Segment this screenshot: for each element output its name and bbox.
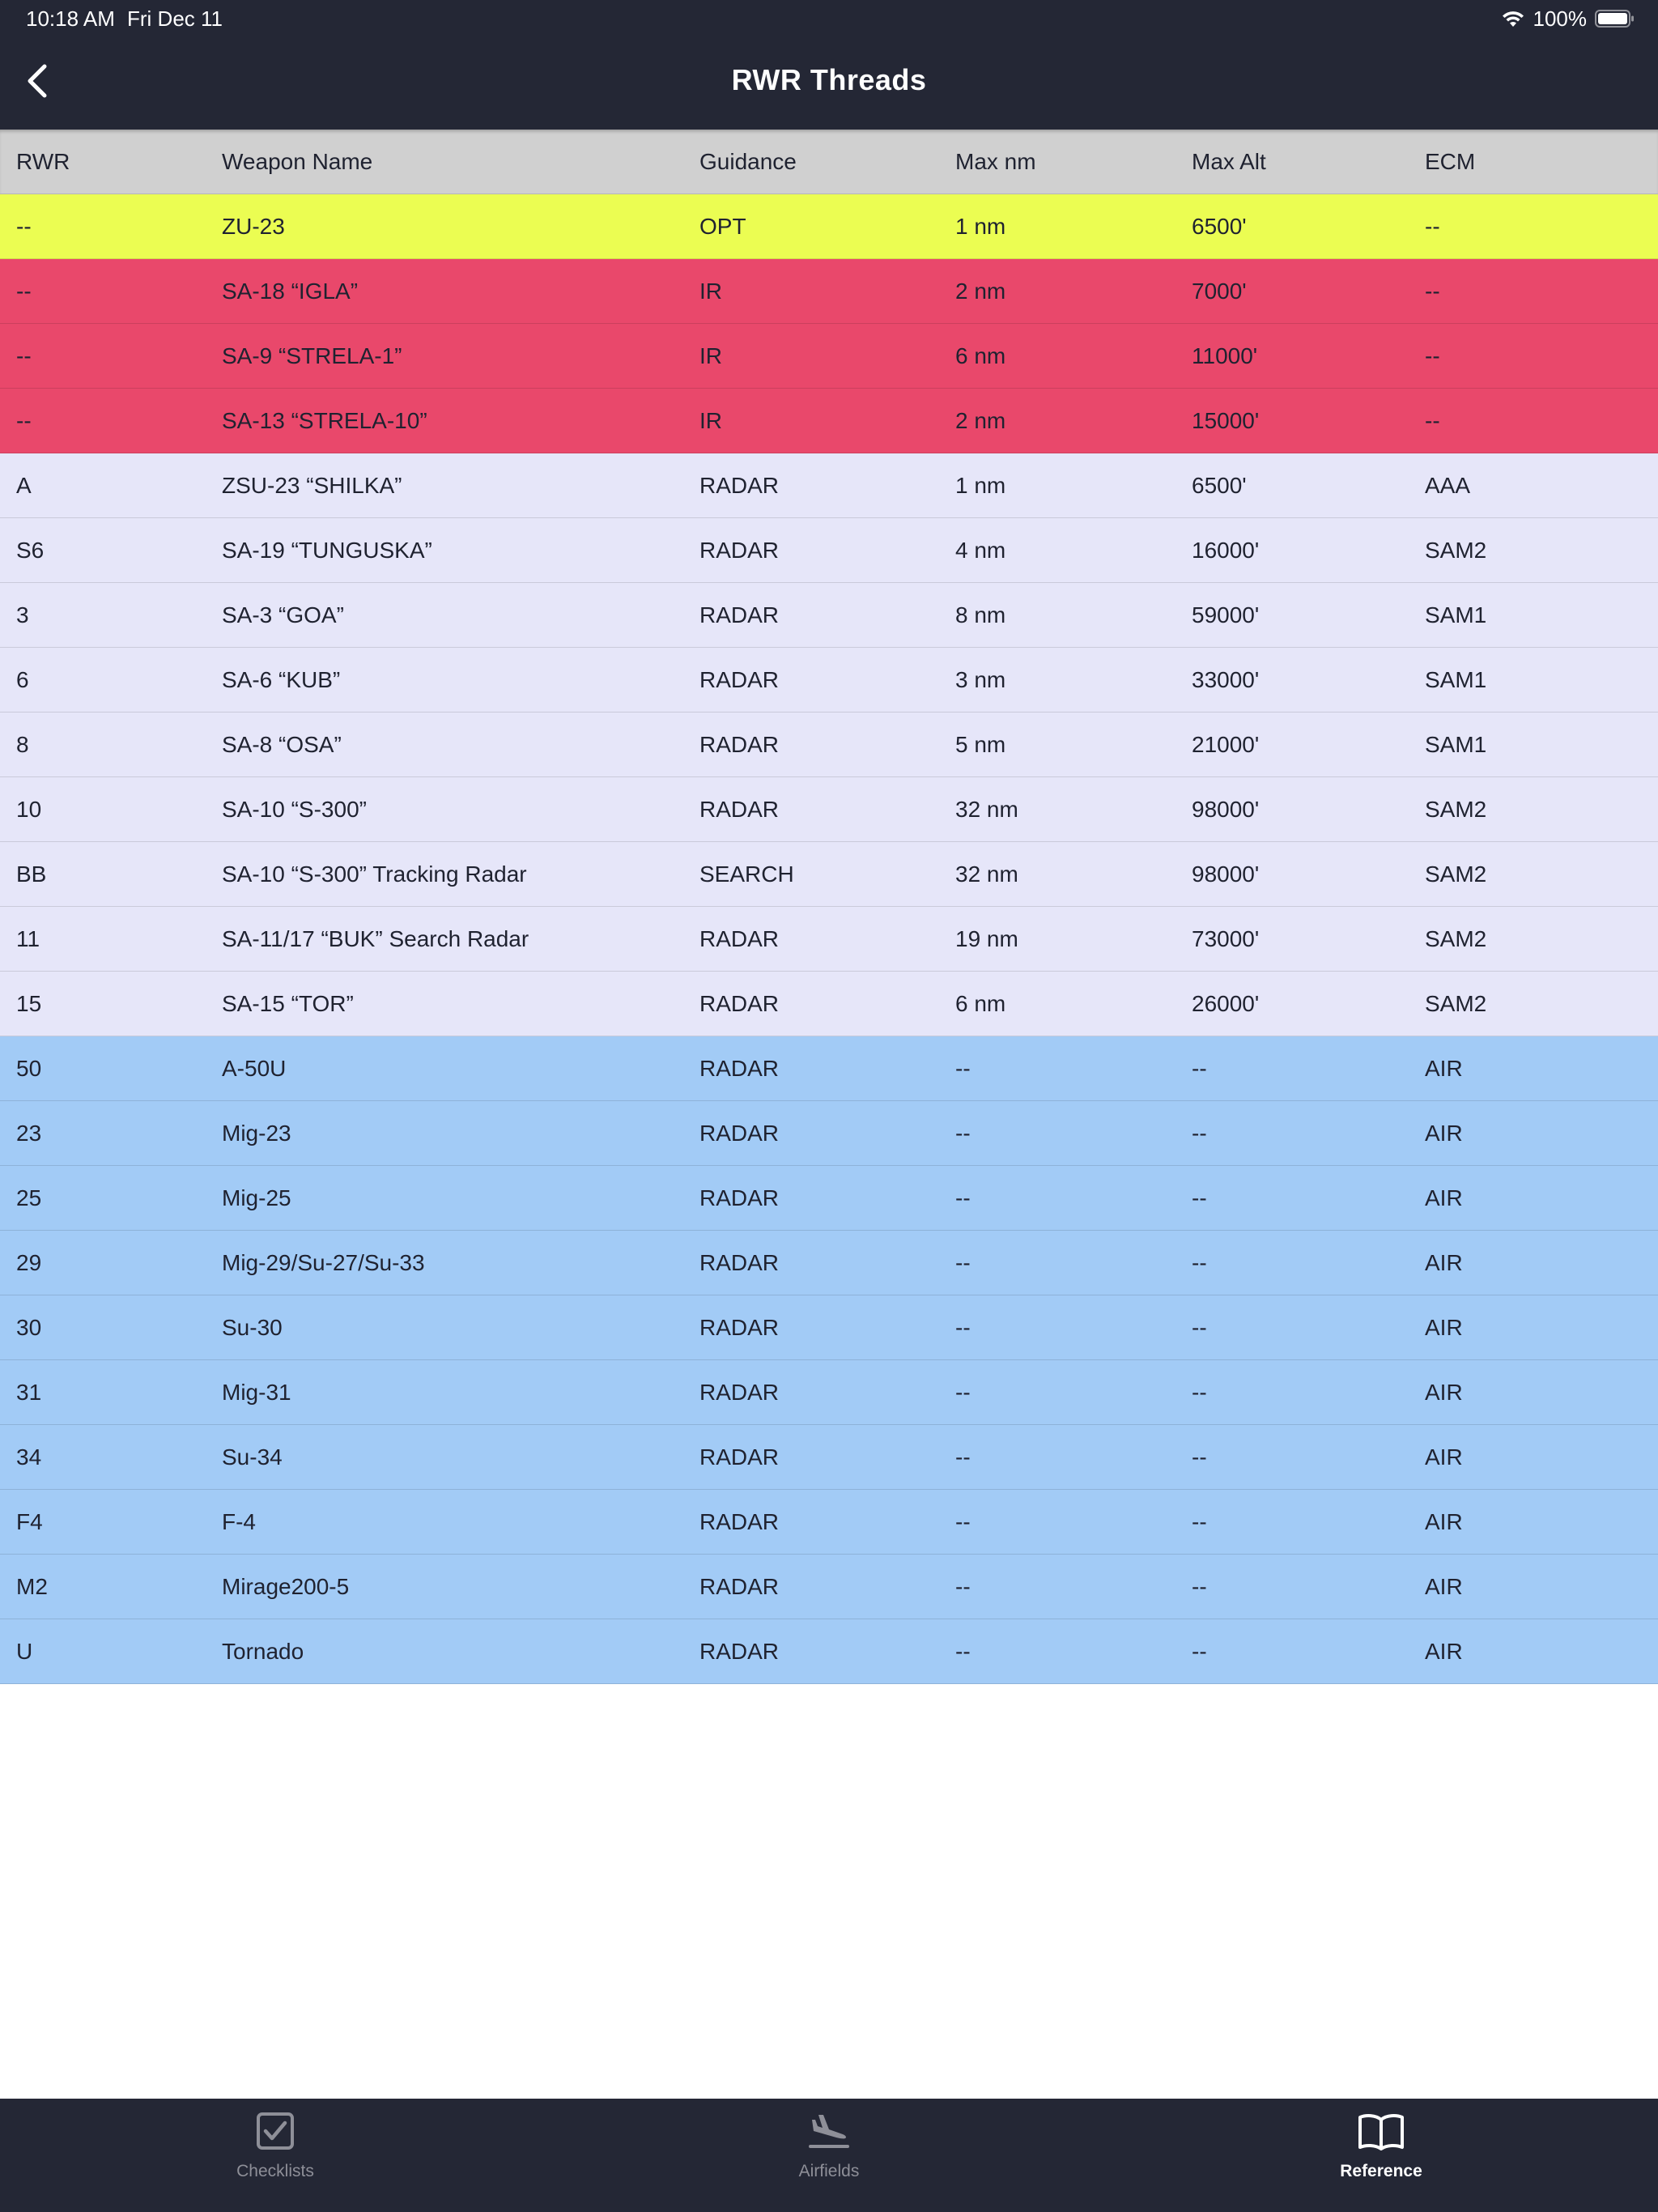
cell-weapon-name: SA-3 “GOA” [222, 602, 344, 627]
table-row [0, 1036, 1658, 1101]
table-header-row [0, 130, 1658, 194]
table-row [0, 1425, 1658, 1490]
tab-checklists-label: Checklists [236, 2162, 314, 2180]
cell-weapon-name: Tornado [222, 1639, 304, 1664]
cell-rwr: -- [16, 279, 32, 304]
table-row [0, 583, 1658, 648]
cell-max-nm: 19 nm [955, 926, 1018, 951]
cell-max-nm: -- [955, 1056, 971, 1081]
cell-guidance: RADAR [699, 1121, 780, 1146]
cell-guidance: RADAR [699, 1185, 780, 1210]
cell-guidance: RADAR [699, 1574, 780, 1599]
cell-ecm: AIR [1425, 1056, 1463, 1081]
cell-ecm: SAM2 [1425, 926, 1487, 951]
cell-max-alt: 16000' [1192, 538, 1260, 563]
cell-weapon-name: Mig-31 [222, 1380, 291, 1405]
table-row [0, 259, 1658, 324]
table-row [0, 1619, 1658, 1684]
cell-rwr: 25 [16, 1185, 42, 1210]
status-date: Fri Dec 11 [127, 6, 223, 31]
airplane-landing-icon [805, 2107, 853, 2155]
cell-guidance: IR [699, 408, 722, 433]
cell-max-alt: 7000' [1192, 279, 1247, 304]
cell-weapon-name: Mig-23 [222, 1121, 291, 1146]
table-row [0, 389, 1658, 453]
cell-rwr: M2 [16, 1574, 48, 1599]
cell-ecm: AIR [1425, 1315, 1463, 1340]
cell-weapon-name: SA-11/17 “BUK” Search Radar [222, 926, 529, 951]
cell-max-alt: 15000' [1192, 408, 1260, 433]
cell-max-nm: 32 nm [955, 861, 1018, 887]
cell-max-nm: 32 nm [955, 797, 1018, 822]
cell-weapon-name: SA-8 “OSA” [222, 732, 342, 757]
cell-weapon-name: ZU-23 [222, 214, 285, 239]
cell-guidance: RADAR [699, 1509, 780, 1534]
cell-max-alt: 6500' [1192, 214, 1247, 239]
cell-rwr: -- [16, 408, 32, 433]
cell-weapon-name: SA-13 “STRELA-10” [222, 408, 427, 433]
cell-max-alt: -- [1192, 1056, 1207, 1081]
cell-max-nm: 6 nm [955, 343, 1006, 368]
cell-ecm: -- [1425, 343, 1440, 368]
cell-rwr: 15 [16, 991, 42, 1016]
column-header-rwr: RWR [16, 149, 70, 174]
cell-max-nm: -- [955, 1250, 971, 1275]
cell-guidance: RADAR [699, 1250, 780, 1275]
cell-max-nm: 2 nm [955, 408, 1006, 433]
cell-max-nm: -- [955, 1509, 971, 1534]
cell-guidance: RADAR [699, 797, 780, 822]
cell-ecm: -- [1425, 214, 1440, 239]
cell-max-alt: 21000' [1192, 732, 1260, 757]
checkbox-icon [251, 2107, 300, 2155]
cell-guidance: RADAR [699, 538, 780, 563]
cell-max-nm: 1 nm [955, 214, 1006, 239]
cell-max-nm: 6 nm [955, 991, 1006, 1016]
cell-guidance: IR [699, 279, 722, 304]
cell-guidance: RADAR [699, 1639, 780, 1664]
cell-ecm: SAM2 [1425, 797, 1487, 822]
cell-rwr: 34 [16, 1444, 42, 1470]
cell-max-alt: -- [1192, 1639, 1207, 1664]
cell-max-nm: 2 nm [955, 279, 1006, 304]
cell-max-nm: -- [955, 1639, 971, 1664]
cell-rwr: BB [16, 861, 47, 887]
cell-weapon-name: A-50U [222, 1056, 287, 1081]
cell-ecm: AIR [1425, 1639, 1463, 1664]
column-header-ecm: ECM [1425, 149, 1476, 174]
cell-weapon-name: SA-19 “TUNGUSKA” [222, 538, 432, 563]
cell-guidance: RADAR [699, 1380, 780, 1405]
cell-rwr: -- [16, 214, 32, 239]
column-header-guidance: Guidance [699, 149, 797, 174]
cell-max-nm: 8 nm [955, 602, 1006, 627]
battery-percent: 100% [1533, 6, 1587, 31]
cell-max-alt: -- [1192, 1509, 1207, 1534]
table-row [0, 518, 1658, 583]
table-row [0, 777, 1658, 842]
cell-max-nm: 4 nm [955, 538, 1006, 563]
cell-ecm: AIR [1425, 1121, 1463, 1146]
cell-rwr: 8 [16, 732, 29, 757]
cell-rwr: U [16, 1639, 33, 1664]
table-row [0, 453, 1658, 518]
cell-max-nm: -- [955, 1574, 971, 1599]
cell-ecm: SAM2 [1425, 991, 1487, 1016]
cell-weapon-name: Mirage200-5 [222, 1574, 350, 1599]
cell-ecm: SAM1 [1425, 732, 1487, 757]
table-row [0, 1295, 1658, 1360]
cell-weapon-name: SA-15 “TOR” [222, 991, 354, 1016]
cell-max-nm: -- [955, 1121, 971, 1146]
table-row [0, 1101, 1658, 1166]
cell-weapon-name: Mig-29/Su-27/Su-33 [222, 1250, 425, 1275]
cell-weapon-name: SA-18 “IGLA” [222, 279, 359, 304]
status-time: 10:18 AM [26, 6, 115, 31]
table-row [0, 907, 1658, 972]
table-row [0, 324, 1658, 389]
cell-max-nm: -- [955, 1315, 971, 1340]
cell-ecm: SAM1 [1425, 667, 1487, 692]
cell-weapon-name: SA-6 “KUB” [222, 667, 341, 692]
tab-checklists[interactable] [178, 2099, 372, 2196]
cell-max-alt: -- [1192, 1444, 1207, 1470]
cell-guidance: RADAR [699, 1056, 780, 1081]
cell-weapon-name: SA-9 “STRELA-1” [222, 343, 402, 368]
cell-max-nm: -- [955, 1185, 971, 1210]
page-title: RWR Threads [731, 63, 927, 96]
cell-guidance: RADAR [699, 991, 780, 1016]
cell-max-alt: 6500' [1192, 473, 1247, 498]
tab-reference[interactable] [1284, 2099, 1478, 2196]
cell-ecm: AIR [1425, 1380, 1463, 1405]
table-row [0, 842, 1658, 907]
cell-rwr: 3 [16, 602, 29, 627]
cell-guidance: SEARCH [699, 861, 794, 887]
table-row [0, 1360, 1658, 1425]
cell-max-alt: 11000' [1192, 343, 1258, 368]
table-body [0, 194, 1658, 1684]
cell-max-alt: -- [1192, 1315, 1207, 1340]
cell-max-nm: -- [955, 1380, 971, 1405]
status-indicators [1501, 5, 1636, 32]
cell-guidance: RADAR [699, 926, 780, 951]
cell-rwr: 23 [16, 1121, 42, 1146]
cell-weapon-name: F-4 [222, 1509, 256, 1534]
cell-max-alt: 98000' [1192, 861, 1260, 887]
cell-rwr: 31 [16, 1380, 42, 1405]
cell-max-nm: 3 nm [955, 667, 1006, 692]
cell-guidance: RADAR [699, 602, 780, 627]
cell-ecm: AIR [1425, 1185, 1463, 1210]
tab-bar [0, 2099, 1658, 2212]
tab-airfields[interactable] [732, 2099, 926, 2196]
cell-rwr: 30 [16, 1315, 42, 1340]
cell-rwr: 29 [16, 1250, 42, 1275]
cell-rwr: S6 [16, 538, 45, 563]
cell-weapon-name: SA-10 “S-300” [222, 797, 367, 822]
cell-guidance: RADAR [699, 473, 780, 498]
column-header-weapon-name: Weapon Name [222, 149, 373, 174]
cell-ecm: SAM2 [1425, 861, 1487, 887]
book-icon [1357, 2107, 1405, 2155]
cell-max-alt: 98000' [1192, 797, 1260, 822]
column-header-max-nm: Max nm [955, 149, 1036, 174]
cell-rwr: F4 [16, 1509, 43, 1534]
cell-ecm: AIR [1425, 1574, 1463, 1599]
table-row [0, 972, 1658, 1036]
battery-icon [1595, 9, 1635, 28]
table-row [0, 1490, 1658, 1555]
cell-max-nm: 5 nm [955, 732, 1006, 757]
cell-rwr: -- [16, 343, 32, 368]
cell-weapon-name: ZSU-23 “SHILKA” [222, 473, 402, 498]
cell-max-alt: 73000' [1192, 926, 1260, 951]
cell-max-alt: 26000' [1192, 991, 1260, 1016]
table-row [0, 1555, 1658, 1619]
cell-rwr: 50 [16, 1056, 42, 1081]
cell-max-alt: -- [1192, 1380, 1207, 1405]
cell-rwr: A [16, 473, 32, 498]
cell-weapon-name: Su-34 [222, 1444, 283, 1470]
cell-guidance: RADAR [699, 667, 780, 692]
cell-guidance: RADAR [699, 732, 780, 757]
table-row [0, 713, 1658, 777]
cell-max-nm: 1 nm [955, 473, 1006, 498]
cell-max-alt: 33000' [1192, 667, 1260, 692]
table-row [0, 194, 1658, 259]
cell-guidance: RADAR [699, 1315, 780, 1340]
cell-guidance: OPT [699, 214, 746, 239]
table-row [0, 1231, 1658, 1295]
tab-airfields-label: Airfields [798, 2162, 860, 2180]
cell-weapon-name: SA-10 “S-300” Tracking Radar [222, 861, 527, 887]
table-row [0, 648, 1658, 713]
cell-ecm: AIR [1425, 1250, 1463, 1275]
cell-rwr: 11 [16, 926, 40, 951]
cell-max-nm: -- [955, 1444, 971, 1470]
cell-max-alt: -- [1192, 1574, 1207, 1599]
cell-ecm: AIR [1425, 1509, 1463, 1534]
cell-weapon-name: Mig-25 [222, 1185, 291, 1210]
cell-guidance: IR [699, 343, 722, 368]
cell-guidance: RADAR [699, 1444, 780, 1470]
cell-ecm: AIR [1425, 1444, 1463, 1470]
table-row [0, 1166, 1658, 1231]
navigation-header [0, 0, 1658, 130]
cell-rwr: 10 [16, 797, 42, 822]
cell-max-alt: 59000' [1192, 602, 1260, 627]
cell-ecm: -- [1425, 279, 1440, 304]
tab-reference-label: Reference [1340, 2162, 1422, 2180]
cell-ecm: SAM2 [1425, 538, 1487, 563]
cell-max-alt: -- [1192, 1185, 1207, 1210]
cell-max-alt: -- [1192, 1121, 1207, 1146]
column-header-max-alt: Max Alt [1192, 149, 1266, 174]
rwr-threats-table [0, 130, 1658, 1684]
cell-weapon-name: Su-30 [222, 1315, 283, 1340]
wifi-icon [1501, 9, 1525, 28]
cell-max-alt: -- [1192, 1250, 1207, 1275]
cell-ecm: SAM1 [1425, 602, 1487, 627]
cell-ecm: -- [1425, 408, 1440, 433]
cell-rwr: 6 [16, 667, 29, 692]
cell-ecm: AAA [1425, 473, 1471, 498]
